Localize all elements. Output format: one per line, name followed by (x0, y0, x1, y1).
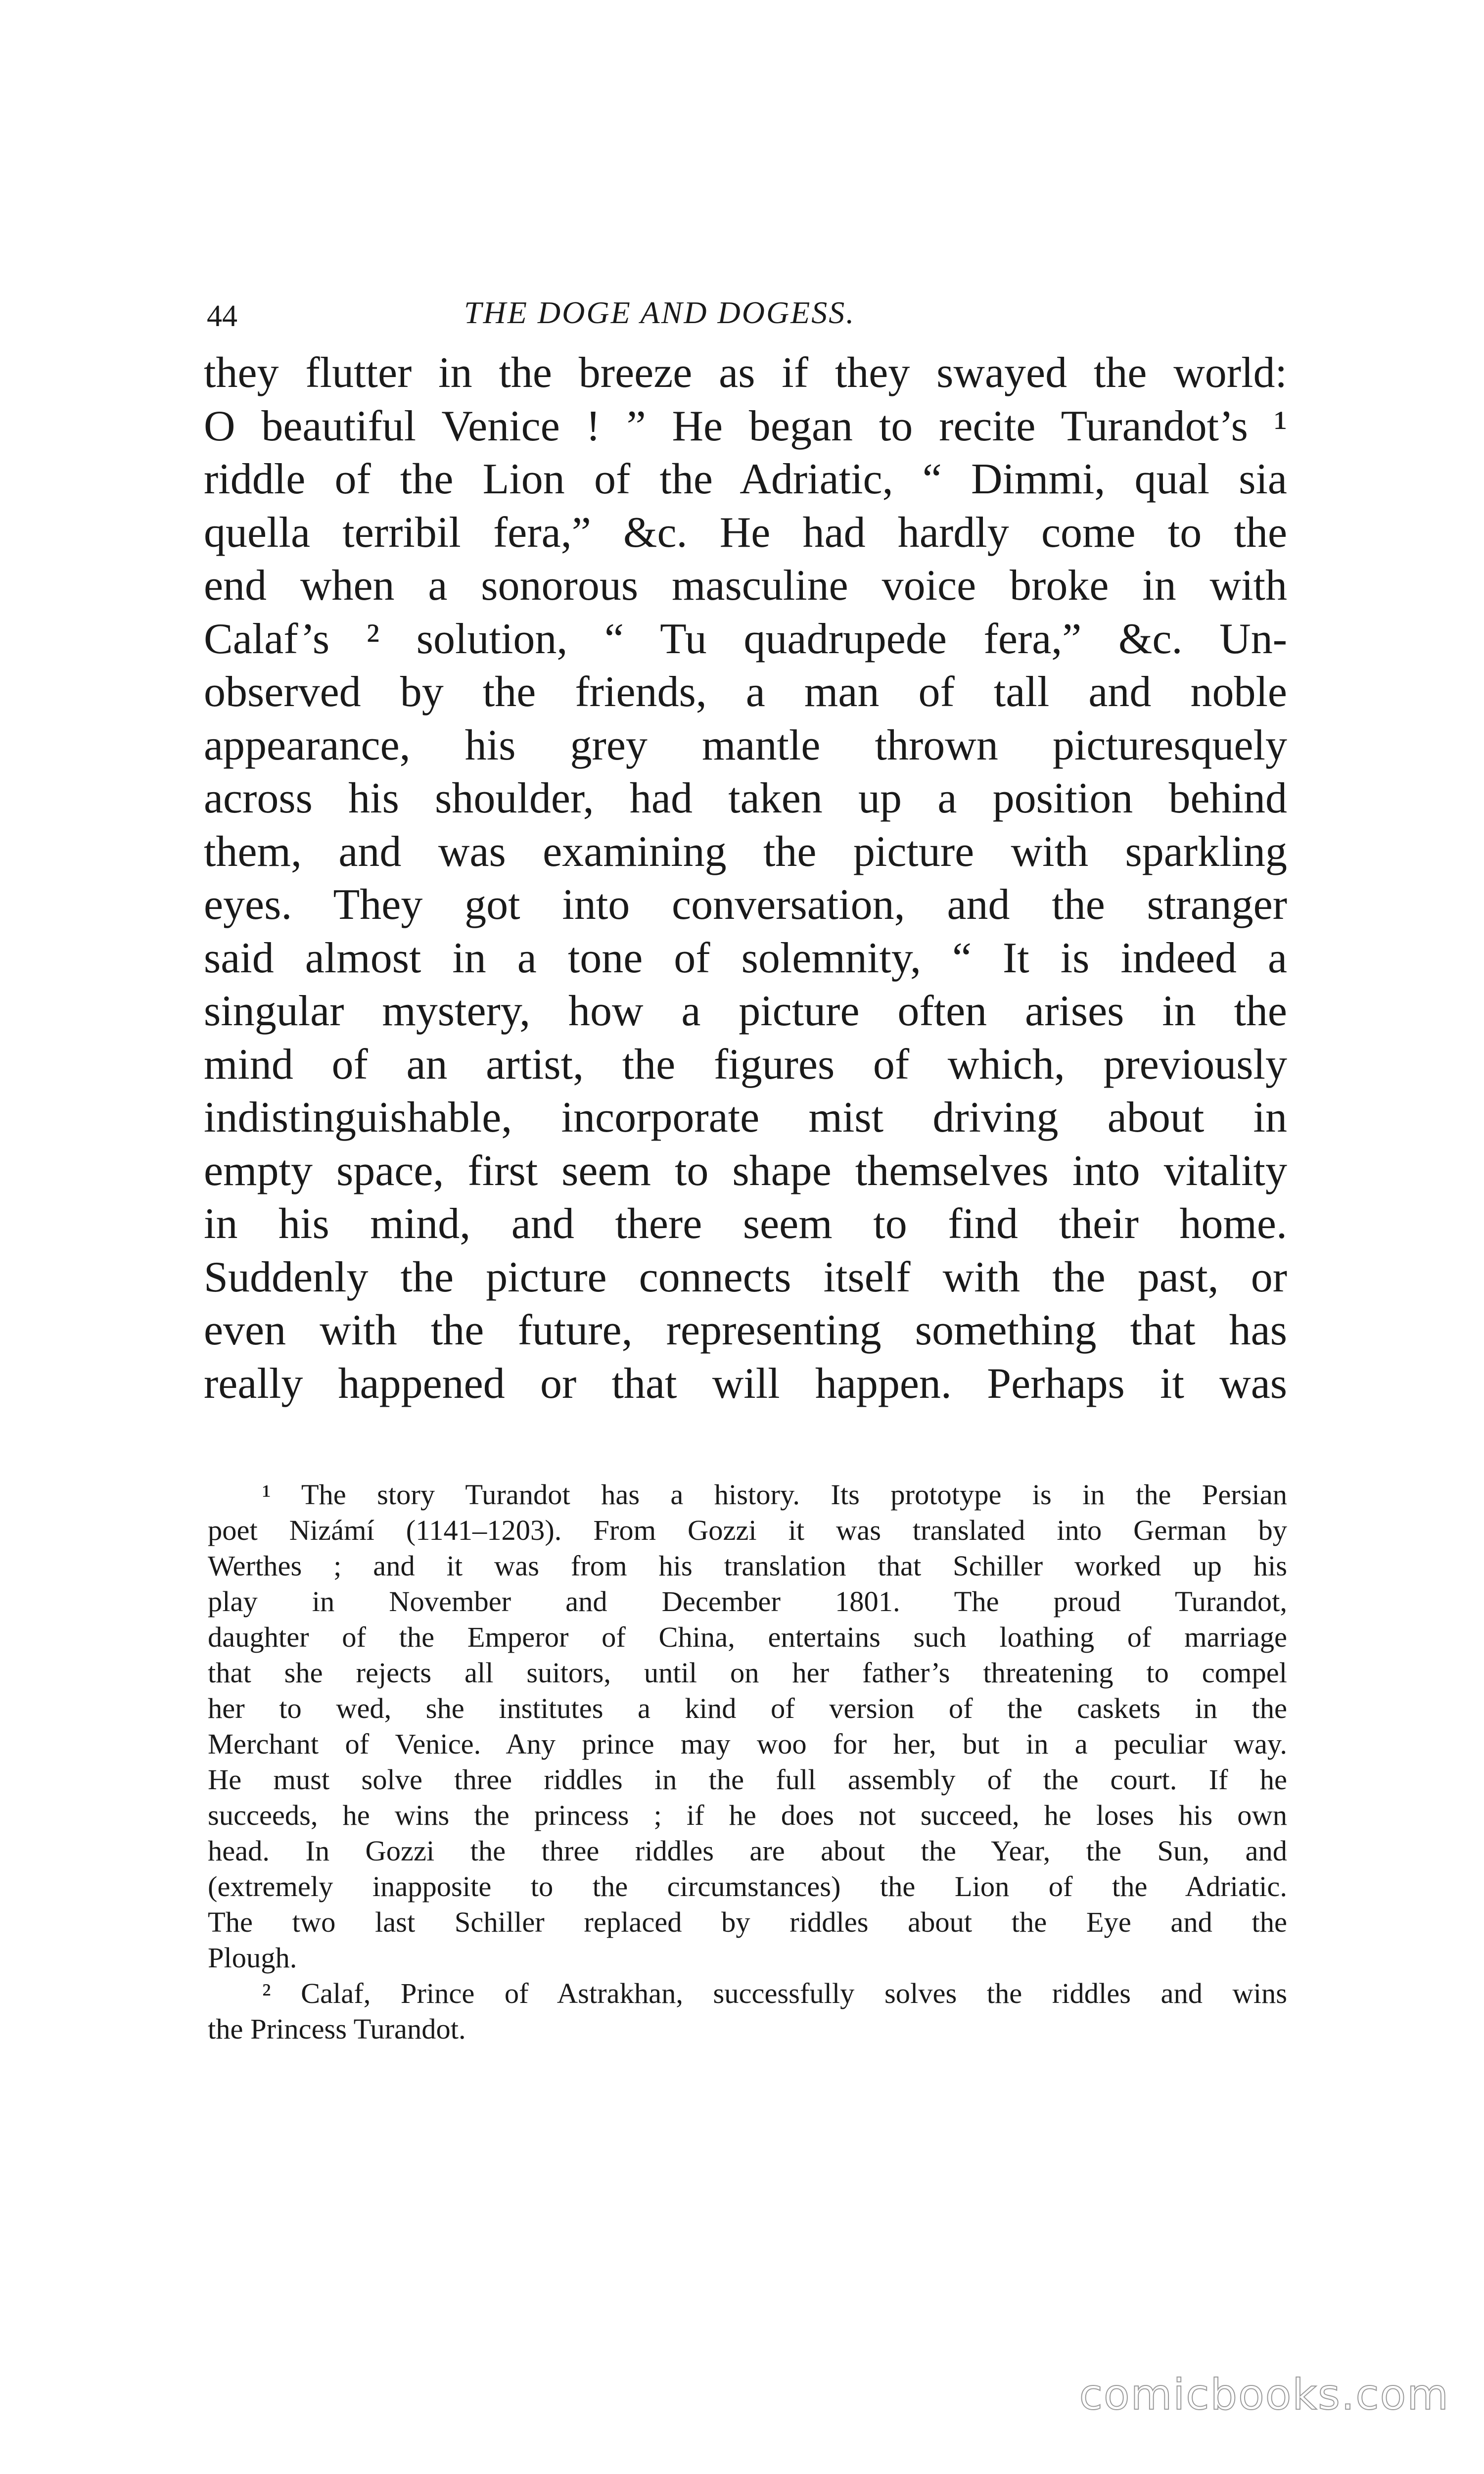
footnote-line: ² Calaf, Prince of Astrakhan, successfully solves the riddles and wins (262, 1977, 1287, 2009)
body-line: Calaf’s ² solution, “ Tu quadrupede fera,” &c. Un- (204, 615, 1287, 663)
body-line: riddle of the Lion of the Adriatic, “ Dimmi, qual sia (204, 455, 1287, 503)
body-line: observed by the friends, a man of tall and noble (204, 668, 1287, 716)
footnote-line: head. In Gozzi the three riddles are about the Year, the Sun, and (208, 1835, 1287, 1867)
footnote-line: He must solve three riddles in the full assembly of the court. If he (208, 1763, 1287, 1796)
footnote-line: Werthes ; and it was from his translation that Schiller worked up his (208, 1550, 1287, 1582)
body-line: singular mystery, how a picture often arises in the (204, 987, 1287, 1035)
body-line: Suddenly the picture connects itself with the past, or (204, 1253, 1287, 1301)
body-line: appearance, his grey mantle thrown picturesquely (204, 721, 1287, 769)
body-line: across his shoulder, had taken up a position behind (204, 774, 1287, 822)
footnote-line: poet Nizámí (1141–1203). From Gozzi it was translated into German by (208, 1514, 1287, 1546)
footnote-line: (extremely inapposite to the circumstances) the Lion of the Adriatic. (208, 1870, 1287, 1903)
body-line: O beautiful Venice ! ” He began to recite Turandot’s ¹ (204, 402, 1287, 450)
page-header (207, 297, 1285, 346)
body-line: eyes. They got into conversation, and the stranger (204, 881, 1287, 929)
body-line: really happened or that will happen. Perhaps it was (204, 1359, 1287, 1408)
footnote-line: the Princess Turandot. (208, 2013, 466, 2045)
running-title: THE DOGE AND DOGESS. (464, 295, 856, 330)
body-line: them, and was examining the picture with sparkling (204, 827, 1287, 876)
body-line: end when a sonorous masculine voice broke in with (204, 562, 1287, 610)
body-line: in his mind, and there seem to find their home. (204, 1200, 1287, 1248)
footnote-line: Merchant of Venice. Any prince may woo for her, but in a peculiar way. (208, 1728, 1287, 1760)
page-number: 44 (207, 299, 237, 333)
footnote-line: her to wed, she institutes a kind of version of the caskets in the (208, 1692, 1287, 1724)
footnote-line: succeeds, he wins the princess ; if he does not succeed, he loses his own (208, 1799, 1287, 1831)
body-line: mind of an artist, the figures of which, previously (204, 1040, 1287, 1089)
body-line: they flutter in the breeze as if they swayed the world: (204, 349, 1287, 397)
watermark: comicbooks.com (1079, 2370, 1449, 2420)
body-line: indistinguishable, incorporate mist driving about in (204, 1094, 1287, 1142)
footnote-line: play in November and December 1801. The proud Turandot, (208, 1585, 1287, 1618)
body-line: said almost in a tone of solemnity, “ It is indeed a (204, 934, 1287, 982)
footnote-line: daughter of the Emperor of China, entertains such loathing of marriage (208, 1621, 1287, 1653)
body-line: empty space, first seem to shape themselves into vitality (204, 1146, 1287, 1195)
footnotes (208, 1477, 1287, 2047)
footnote-line: Plough. (208, 1942, 297, 1974)
body-line: quella terribil fera,” &c. He had hardly come to the (204, 508, 1287, 557)
footnote-line: that she rejects all suitors, until on her father’s threatening to compel (208, 1657, 1287, 1689)
footnote-line: The two last Schiller replaced by riddles about the Eye and the (208, 1906, 1287, 1938)
body-text (204, 346, 1287, 1410)
footnote-line: ¹ The story Turandot has a history. Its prototype is in the Persian (262, 1478, 1287, 1511)
body-line: even with the future, representing something that has (204, 1306, 1287, 1354)
